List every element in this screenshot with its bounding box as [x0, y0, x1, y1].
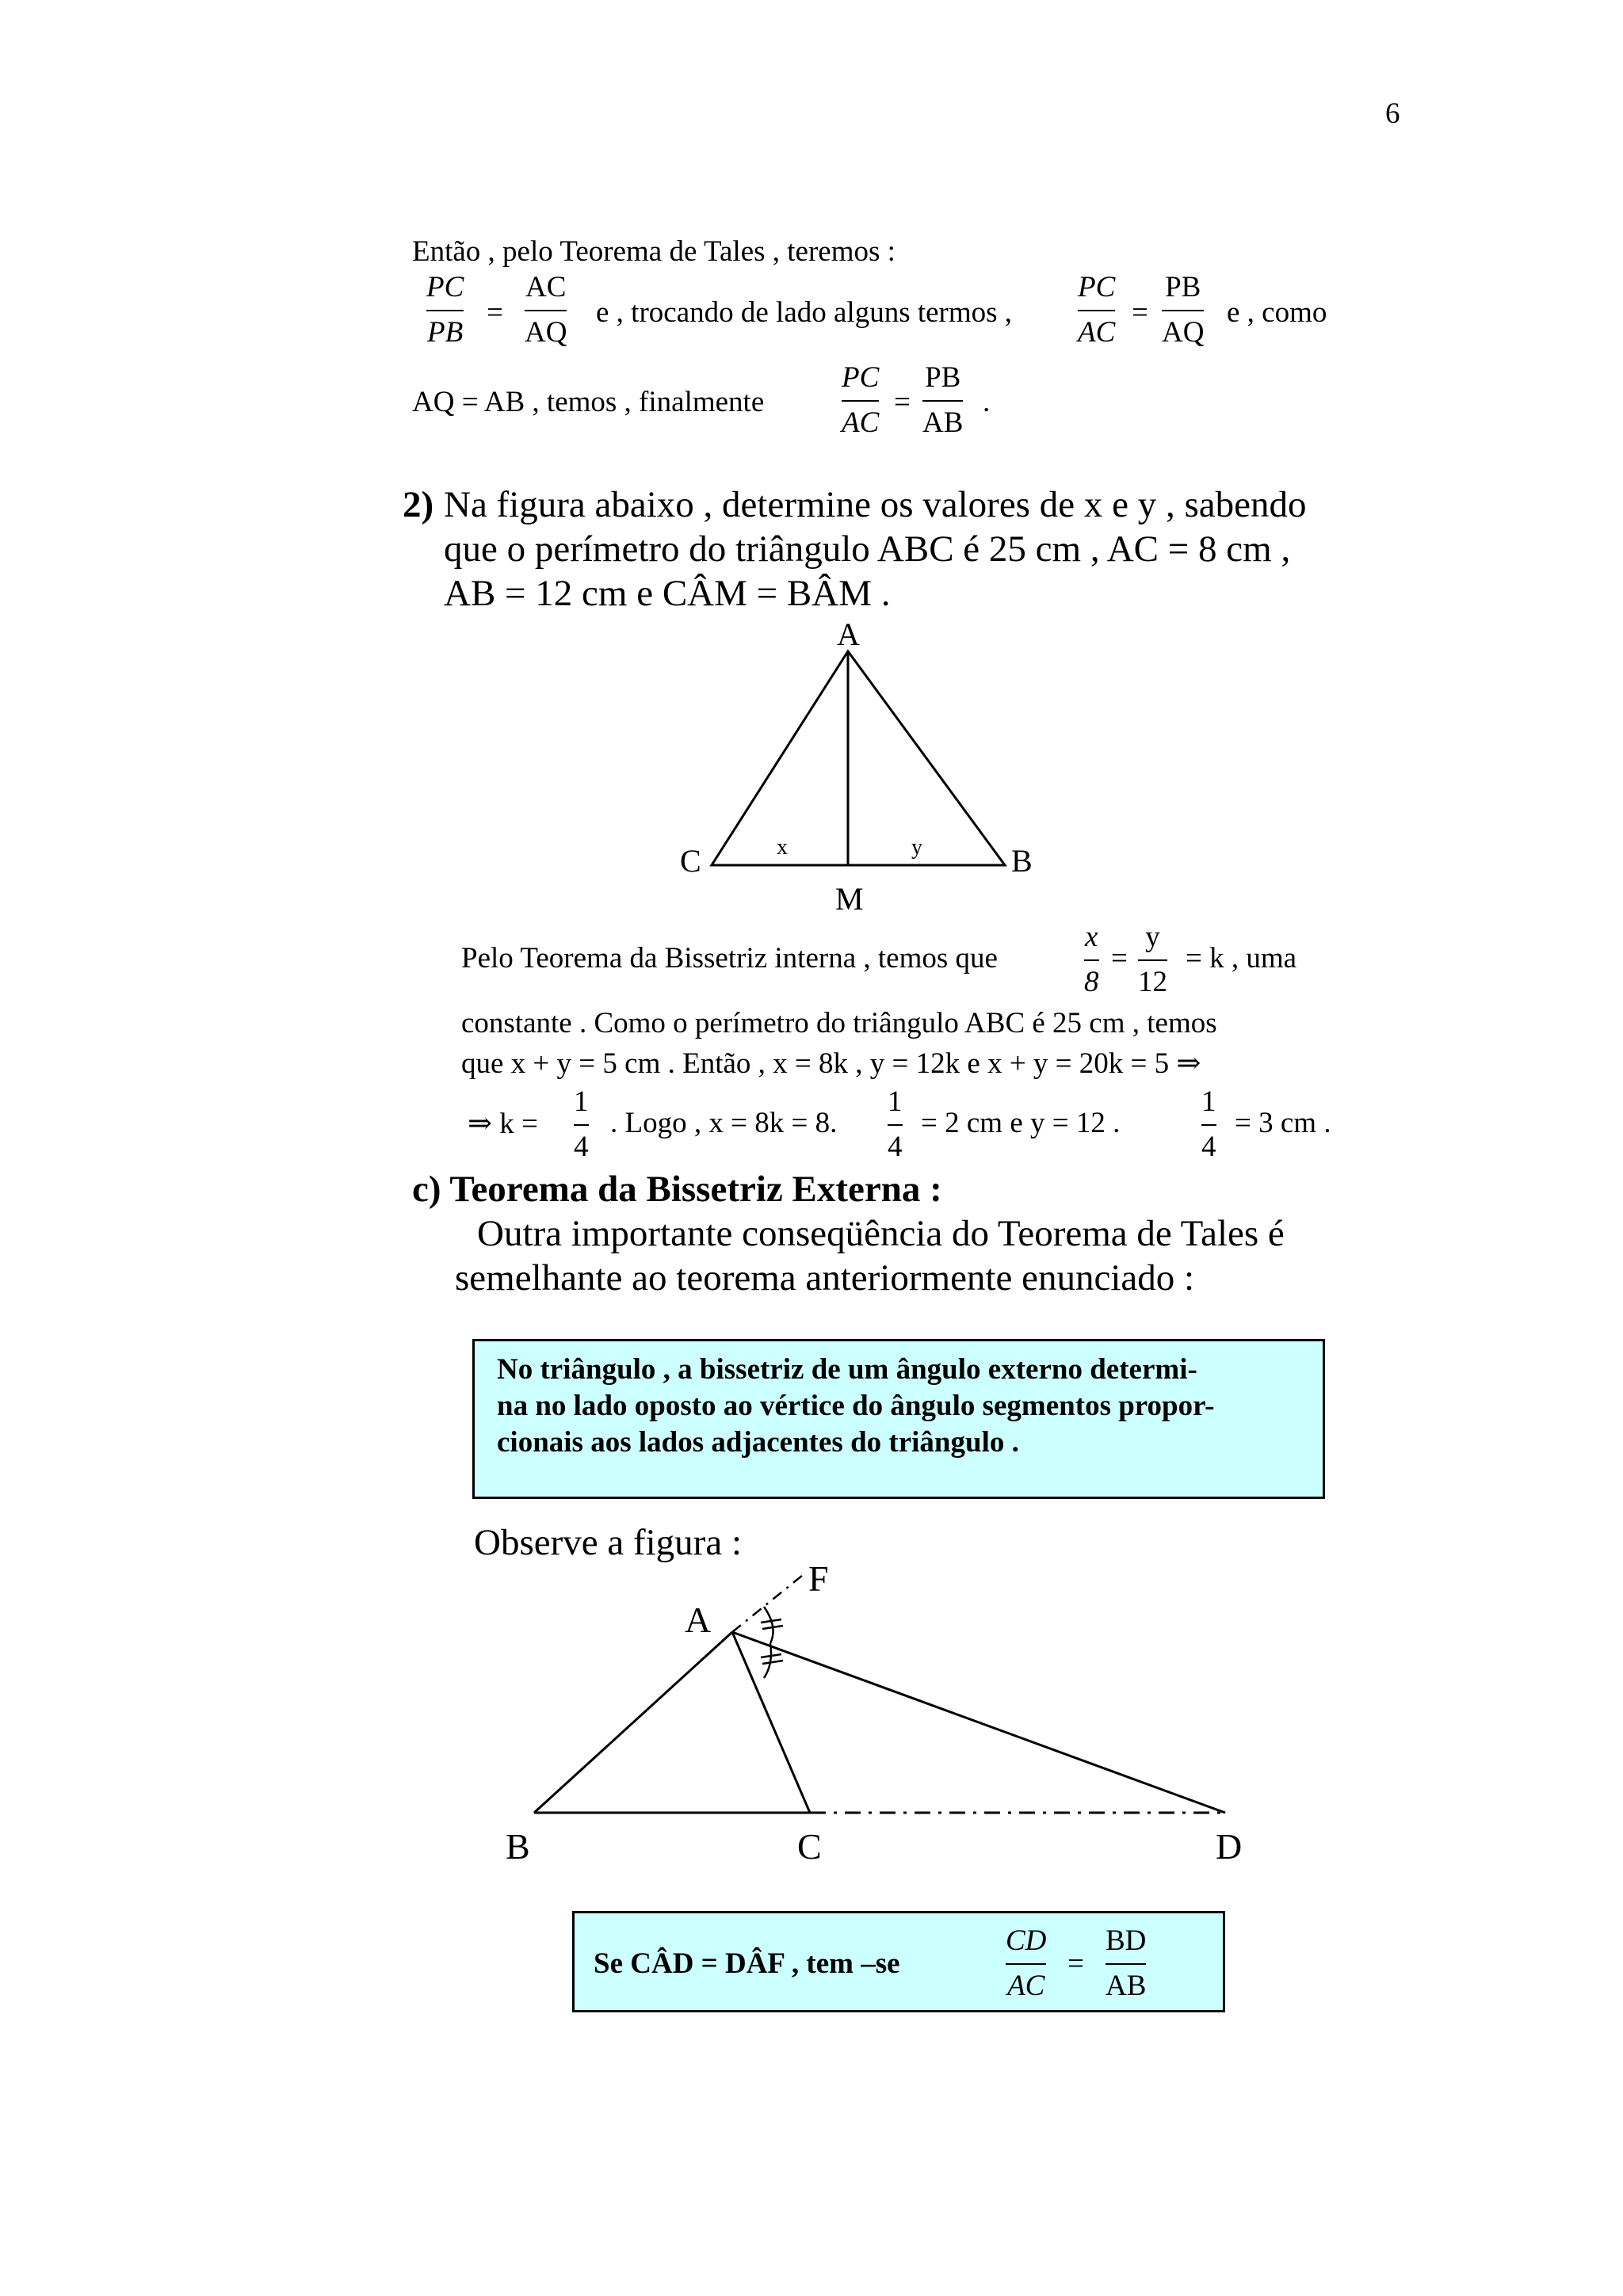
fraction-1-4: 1 4	[1201, 1085, 1216, 1163]
fraction-pb-ab-final: PB AB	[922, 361, 964, 439]
tales-intro: Então , pelo Teorema de Tales , teremos :	[412, 235, 896, 268]
theorem-line3: cionais aos lados adjacentes do triângulo .	[497, 1426, 1019, 1459]
extension-af	[732, 1572, 807, 1632]
fraction-pc-ac-final: PC AC	[842, 361, 880, 439]
triangle-bisector-figure	[666, 610, 1046, 927]
theorem-line1: No triângulo , a bissetriz de um ângulo externo determi-	[497, 1353, 1197, 1386]
triangle-abc	[712, 651, 1005, 865]
observe-text: Observe a figura :	[474, 1522, 742, 1563]
bisector-ad	[732, 1632, 1225, 1813]
solution-line4-b: . Logo , x = 8k = 8.	[610, 1107, 838, 1139]
side-ab	[534, 1632, 732, 1813]
fraction-1-4: 1 4	[574, 1085, 589, 1163]
fraction-x-8: x 8	[1084, 921, 1099, 998]
theorem-box	[472, 1339, 1325, 1499]
angle-arc-inner	[764, 1643, 771, 1678]
solution-line4-a: ⇒ k =	[468, 1108, 538, 1140]
theorem-line2: na no lado oposto ao vértice do ângulo segmentos propor-	[497, 1390, 1215, 1422]
section-c-heading: c) Teorema da Bissetriz Externa :	[412, 1169, 942, 1210]
fraction-bd-ab: BD AB	[1106, 1924, 1147, 2002]
period: .	[983, 386, 991, 418]
equals-sign: =	[1111, 942, 1128, 974]
fraction-y-12: y 12	[1138, 921, 1167, 998]
fraction-pc-pb: PC PB	[426, 271, 464, 349]
fraction-pc-ac: PC AC	[1078, 271, 1116, 349]
solution-line2: constante . Como o perímetro do triângulo ABC é 25 cm , temos	[461, 1007, 1217, 1039]
solution-line1: Pelo Teorema da Bissetriz interna , temos que	[461, 942, 998, 974]
fraction-pb-aq: PB AQ	[1162, 271, 1205, 349]
angle-arc-outer	[764, 1607, 773, 1643]
tick-mark	[762, 1661, 783, 1664]
result-text: Se CÂD = DÂF , tem –se	[594, 1947, 900, 1980]
equals-sign: =	[1132, 296, 1148, 329]
solution-line3: que x + y = 5 cm . Então , x = 8k , y = 12k e x + y = 20k = 5 ⇒	[461, 1047, 1201, 1080]
vertex-b-label: B	[1011, 843, 1033, 879]
tales-mid-text: e , trocando de lado alguns termos ,	[596, 296, 1013, 329]
section-c-p2: semelhante ao teorema anteriormente enunciado :	[455, 1257, 1195, 1299]
point-d-label: D	[1216, 1826, 1243, 1867]
problem2-line2: que o perímetro do triângulo ABC é 25 cm , AC = 8 cm ,	[444, 528, 1291, 570]
point-f-label: F	[808, 1561, 829, 1599]
vertex-b-label: B	[506, 1826, 530, 1867]
vertex-c-label: C	[797, 1826, 822, 1867]
equals-sign: =	[1067, 1947, 1084, 1980]
problem-number: 2)	[403, 484, 434, 525]
fraction-cd-ac: CD AC	[1006, 1924, 1047, 2002]
solution-line4-d: = 3 cm .	[1235, 1107, 1331, 1139]
page-number: 6	[1385, 97, 1400, 130]
equals-sign: =	[894, 386, 911, 418]
solution-line1-tail: = k , uma	[1186, 942, 1297, 974]
segment-x-label: x	[777, 835, 788, 860]
problem2-line1: Na figura abaixo , determine os valores de x e y , sabendo	[444, 484, 1307, 525]
external-bisector-figure	[491, 1561, 1284, 1878]
tales-end-text: e , como	[1227, 296, 1327, 329]
vertex-a-label: A	[685, 1600, 712, 1640]
fraction-ac-aq: AC AQ	[525, 271, 567, 349]
vertex-a-label: A	[837, 616, 860, 652]
equals-sign: =	[487, 296, 503, 329]
result-box	[572, 1911, 1225, 2012]
section-c-p1: Outra importante conseqüência do Teorema de Tales é	[477, 1213, 1285, 1254]
fraction-1-4: 1 4	[888, 1085, 903, 1163]
problem2-line3: AB = 12 cm e CÂM = BÂM .	[444, 573, 891, 614]
vertex-c-label: C	[680, 843, 701, 879]
tales-line2: AQ = AB , temos , finalmente	[412, 386, 765, 418]
solution-line4-c: = 2 cm e y = 12 .	[921, 1107, 1121, 1139]
segment-y-label: y	[911, 835, 922, 860]
point-m-label: M	[835, 881, 864, 917]
